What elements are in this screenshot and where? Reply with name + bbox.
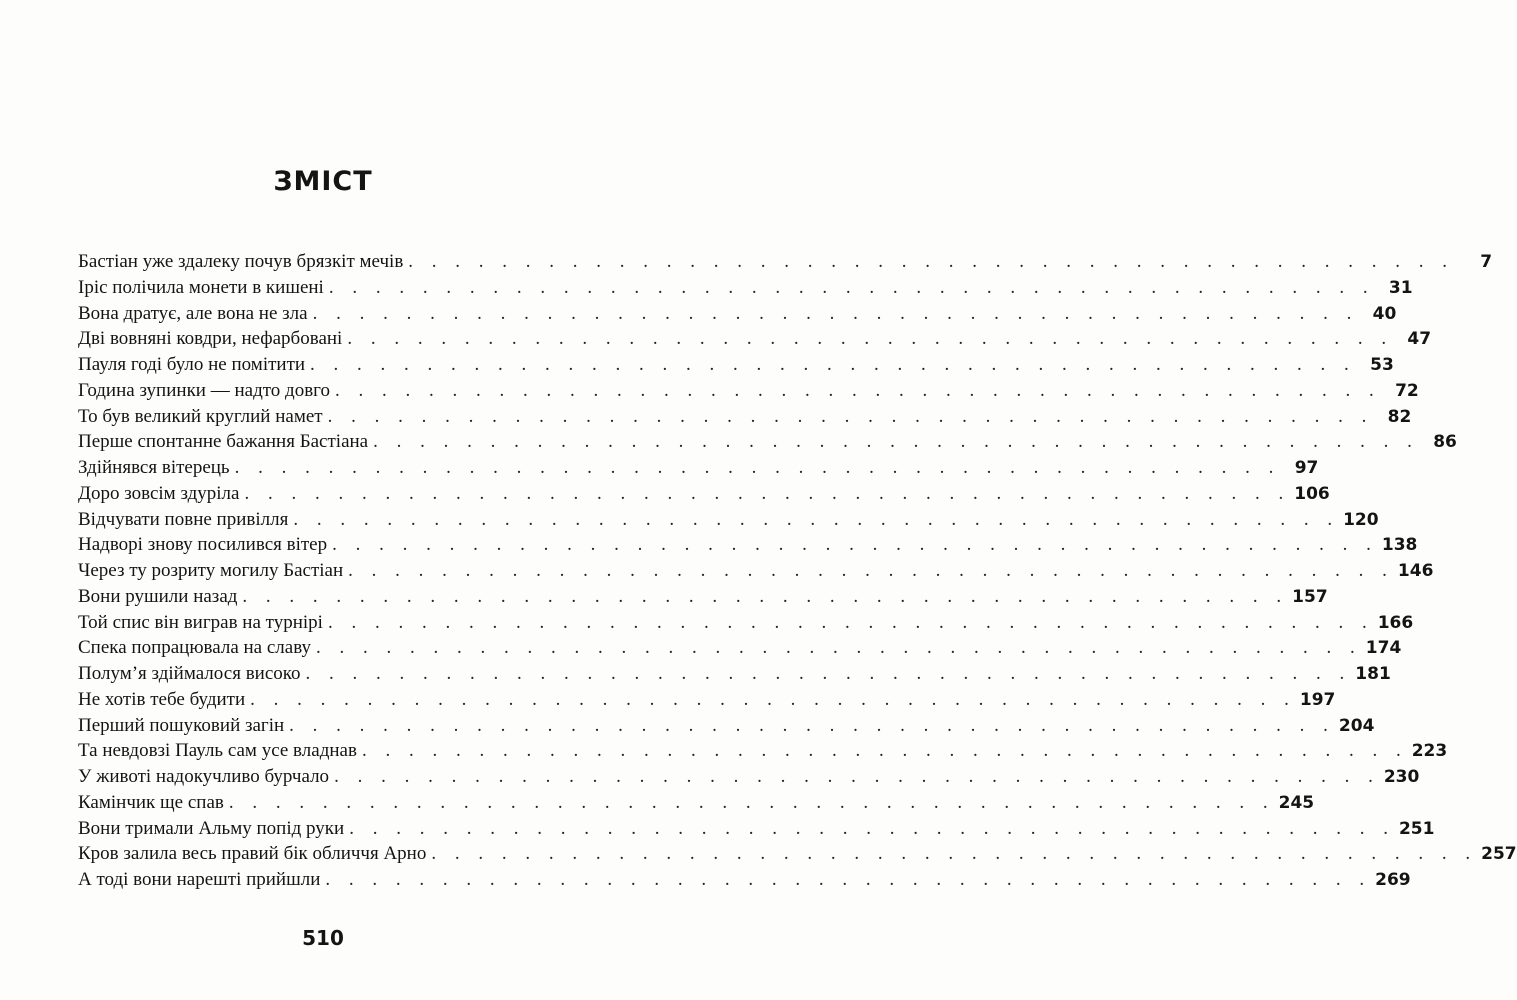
toc-entry-page: 82 — [1387, 406, 1412, 427]
toc-entry-page: 120 — [1343, 509, 1379, 530]
toc-entry-title: Доро зовсім здуріла — [78, 482, 240, 504]
toc-entry-title: Та невдовзі Пауль сам усе владнав — [78, 740, 357, 762]
toc-entry-page: 197 — [1299, 689, 1336, 710]
toc-entry-title: То був великий круглий намет — [78, 405, 323, 427]
toc-entry — [78, 790, 1315, 816]
toc-entry — [78, 558, 1434, 584]
dot-leader: . . . . . . . . . . . . . . . . . . . . . . . . . . . . . . . . . . . . . . . . . . . . . — [289, 714, 1335, 736]
dot-leader: . . . . . . . . . . . . . . . . . . . . . . . . . . . . . . . . . . . . . . . . . . . . . — [327, 405, 1374, 427]
toc-entry-page: 7 — [1480, 252, 1493, 272]
toc-entry — [78, 455, 1319, 481]
toc-entry — [78, 841, 1517, 867]
page-number: 510 — [302, 926, 344, 950]
toc-entry-title: А тоді вони нарешті прийшли — [78, 869, 321, 890]
toc-entry — [78, 584, 1328, 610]
dot-leader: . . . . . . . . . . . . . . . . . . . . . . . . . . . . . . . . . . . . . . . . . . . . . — [325, 869, 1372, 890]
toc-entry-page: 245 — [1278, 792, 1315, 813]
dot-leader: . . . . . . . . . . . . . . . . . . . . . . . . . . . . . . . . . . . . . . . . . . . . . — [332, 534, 1378, 556]
toc-entry — [78, 249, 1493, 275]
dot-leader: . . . . . . . . . . . . . . . . . . . . . . . . . . . . . . . . . . . . . . . . . . . . . — [250, 688, 1296, 710]
dot-leader: . . . . . . . . . . . . . . . . . . . . . . . . . . . . . . . . . . . . . . . . . . . . . — [334, 766, 1380, 787]
toc-entry-title: Бастіан уже здалеку почув брязкіт мечів — [78, 251, 404, 272]
dot-leader: . . . . . . . . . . . . . . . . . . . . . . . . . . . . . . . . . . . . . . . . . . . . . — [431, 843, 1478, 865]
dot-leader: . . . . . . . . . . . . . . . . . . . . . . . . . . . . . . . . . . . . . . . . . . . . . — [327, 611, 1374, 633]
toc-entry-title: Надворі знову посилився вітер — [78, 534, 328, 556]
toc-entry-page: 257 — [1481, 844, 1517, 865]
dot-leader: . . . . . . . . . . . . . . . . . . . . . . . . . . . . . . . . . . . . . . . . . . . . . — [228, 791, 1275, 813]
dot-leader: . . . . . . . . . . . . . . . . . . . . . . . . . . . . . . . . . . . . . . . . . . . . . — [316, 637, 1362, 659]
toc-entry — [78, 713, 1375, 739]
toc-entry — [78, 326, 1432, 352]
toc-entry-page: 146 — [1397, 561, 1434, 581]
dot-leader: . . . . . . . . . . . . . . . . . . . . . . . . . . . . . . . . . . . . . . . . . . . . . — [234, 457, 1281, 478]
toc-entry-title: Вони рушили назад — [78, 585, 238, 607]
toc-entry — [78, 532, 1418, 558]
toc-entry-title: Спека попрацювала на славу — [78, 637, 312, 659]
toc-entry-page: 86 — [1433, 432, 1457, 453]
toc-entry-title: Відчувати повне привілля — [78, 508, 289, 530]
toc-entry-title: Вона дратує, але вона не зла — [78, 302, 308, 324]
toc-entry-page: 204 — [1338, 715, 1375, 736]
toc-entry-page: 251 — [1398, 818, 1435, 839]
toc-heading: ЗМІСТ — [273, 166, 373, 197]
toc-entry-title: Вони тримали Альму попід руки — [78, 817, 345, 839]
toc-entry — [78, 378, 1419, 404]
toc-entry — [78, 275, 1413, 301]
toc-entry-page: 157 — [1292, 586, 1328, 607]
toc-entry — [78, 429, 1457, 455]
dot-leader: . . . . . . . . . . . . . . . . . . . . . . . . . . . . . . . . . . . . . . . . . . . . . — [305, 663, 1352, 684]
toc-entry — [78, 481, 1330, 507]
toc-entry-title: Пауля годі було не помітити — [78, 354, 306, 375]
toc-entry — [78, 816, 1435, 842]
toc-entry-title: Перший пошуковий загін — [78, 714, 285, 736]
toc-entry — [78, 507, 1379, 533]
toc-list — [78, 249, 1517, 893]
toc-entry — [78, 635, 1402, 661]
toc-entry-title: Година зупинки — надто довго — [78, 379, 330, 401]
toc-entry-title: Не хотів тебе будити — [78, 688, 246, 710]
toc-entry — [78, 687, 1336, 713]
dot-leader: . . . . . . . . . . . . . . . . . . . . . . . . . . . . . . . . . . . . . . . . . . . . . — [328, 276, 1375, 298]
toc-entry-page: 53 — [1370, 355, 1394, 375]
toc-entry-page: 72 — [1395, 380, 1419, 401]
dot-leader: . . . . . . . . . . . . . . . . . . . . . . . . . . . . . . . . . . . . . . . . . . . . . — [293, 508, 1340, 530]
toc-entry-title: Здійнявся вітерець — [78, 457, 230, 478]
toc-entry — [78, 301, 1397, 327]
toc-entry-title: Кров залила весь правий бік обличчя Арно — [78, 843, 427, 865]
toc-entry-title: Полум’я здіймалося високо — [78, 663, 301, 684]
toc-entry-page: 269 — [1375, 870, 1411, 890]
toc-entry-page: 223 — [1411, 741, 1448, 762]
dot-leader: . . . . . . . . . . . . . . . . . . . . . . . . . . . . . . . . . . . . . . . . . . . . . — [408, 251, 1455, 272]
toc-entry-title: Через ту розриту могилу Бастіан — [78, 560, 344, 581]
toc-entry-page: 97 — [1294, 458, 1319, 478]
toc-entry-page: 138 — [1381, 535, 1418, 556]
toc-entry-title: Камінчик ще спав — [78, 791, 224, 813]
dot-leader: . . . . . . . . . . . . . . . . . . . . . . . . . . . . . . . . . . . . . . . . . . . . . — [242, 585, 1289, 607]
toc-entry-page: 31 — [1388, 277, 1413, 298]
dot-leader: . . . . . . . . . . . . . . . . . . . . . . . . . . . . . . . . . . . . . . . . . . . . . — [310, 354, 1356, 375]
toc-entry-page: 40 — [1372, 303, 1397, 324]
toc-entry — [78, 867, 1411, 893]
toc-entry-page: 47 — [1407, 329, 1432, 350]
toc-entry — [78, 661, 1391, 687]
toc-entry-page: 106 — [1294, 483, 1330, 504]
dot-leader: . . . . . . . . . . . . . . . . . . . . . . . . . . . . . . . . . . . . . . . . . . . . . — [347, 328, 1394, 350]
dot-leader: . . . . . . . . . . . . . . . . . . . . . . . . . . . . . . . . . . . . . . . . . . . . . — [361, 740, 1408, 762]
toc-entry — [78, 764, 1420, 790]
toc-entry-title: Перше спонтанне бажання Бастіана — [78, 431, 369, 453]
dot-leader: . . . . . . . . . . . . . . . . . . . . . . . . . . . . . . . . . . . . . . . . . . . . . — [373, 431, 1419, 453]
dot-leader: . . . . . . . . . . . . . . . . . . . . . . . . . . . . . . . . . . . . . . . . . . . . . — [349, 817, 1395, 839]
toc-entry-page: 174 — [1365, 638, 1402, 659]
dot-leader: . . . . . . . . . . . . . . . . . . . . . . . . . . . . . . . . . . . . . . . . . . . . . — [312, 302, 1359, 324]
dot-leader: . . . . . . . . . . . . . . . . . . . . . . . . . . . . . . . . . . . . . . . . . . . . . — [244, 482, 1291, 504]
toc-entry — [78, 404, 1412, 430]
toc-entry-title: У животі надокучливо бурчало — [78, 766, 330, 787]
toc-entry-title: Той спис він виграв на турнірі — [78, 611, 323, 633]
dot-leader: . . . . . . . . . . . . . . . . . . . . . . . . . . . . . . . . . . . . . . . . . . . . . — [348, 560, 1394, 581]
toc-entry-page: 166 — [1377, 612, 1414, 633]
toc-entry-title: Дві вовняні ковдри, нефарбовані — [78, 328, 343, 350]
toc-entry-page: 181 — [1355, 664, 1391, 684]
toc-entry-title: Іріс полічила монети в кишені — [78, 276, 324, 298]
toc-entry — [78, 738, 1448, 764]
dot-leader: . . . . . . . . . . . . . . . . . . . . . . . . . . . . . . . . . . . . . . . . . . . . . — [335, 379, 1381, 401]
toc-entry — [78, 352, 1394, 378]
toc-entry-page: 230 — [1383, 767, 1420, 787]
toc-entry — [78, 610, 1414, 636]
